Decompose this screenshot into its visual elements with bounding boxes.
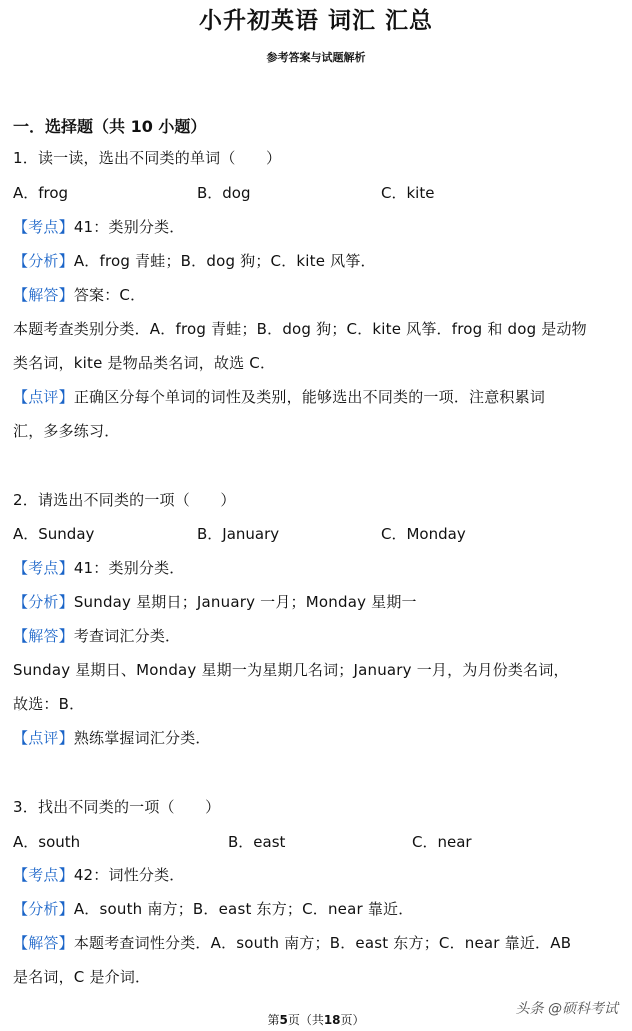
- option-a: A．Sunday: [13, 525, 95, 543]
- explain-line: 是名词，C 是介词．: [13, 968, 151, 986]
- explain-line: 故选：B．: [13, 695, 85, 713]
- jieda-text: 考查词汇分类．: [73, 627, 181, 645]
- jieda-line: [13, 933, 571, 953]
- fenxi-tag: 【分析】: [13, 900, 74, 918]
- option-b: B．east: [228, 833, 286, 851]
- option-b: B．dog: [197, 184, 251, 202]
- dianping-text: 熟练掌握词汇分类．: [73, 729, 211, 747]
- dianping-text: 正确区分每个单词的词性及类别，能够选出不同类的一项．注意积累词: [73, 388, 546, 406]
- page-title: 小升初英语 词汇 汇总: [198, 8, 433, 34]
- kaodian-line: [13, 865, 185, 885]
- jieda-tag: 【解答】: [13, 934, 74, 952]
- dianping-line: [13, 728, 211, 748]
- dianping-cont: 汇，多多练习．: [13, 422, 120, 440]
- footer-suffix: 页）: [340, 1013, 365, 1027]
- question-stem: 1．读一读，选出不同类的单词（ ）: [13, 149, 282, 167]
- watermark: 头条 @硕科考试: [515, 1001, 618, 1017]
- footer-prefix: 第: [267, 1013, 280, 1027]
- fenxi-line: [13, 592, 417, 612]
- fenxi-tag: 【分析】: [13, 593, 74, 611]
- explain-line: 类名词，kite 是物品类名词，故选 C．: [13, 354, 276, 372]
- section-heading: 一．选择题（共 10 小题）: [13, 117, 207, 136]
- option-c: C．near: [412, 833, 472, 851]
- footer-page-number: 5: [279, 1013, 288, 1027]
- option-c: C．kite: [381, 184, 435, 202]
- jieda-line: [13, 285, 145, 305]
- footer-total-pages: 18: [323, 1013, 341, 1027]
- jieda-tag: 【解答】: [13, 286, 74, 304]
- jieda-text: 本题考查词性分类．A．south 南方；B．east 东方；C．near 靠近．AB: [73, 934, 572, 952]
- kaodian-tag: 【考点】: [13, 218, 74, 236]
- explain-line: 本题考查类别分类．A．frog 青蛙；B．dog 狗；C．kite 风筝．frog 和 dog 是动物: [13, 320, 587, 338]
- jieda-text: 答案：C．: [73, 286, 146, 304]
- footer-mid: 页（共: [287, 1013, 324, 1027]
- fenxi-tag: 【分析】: [13, 252, 74, 270]
- explain-line: Sunday 星期日、Monday 星期一为星期几名词；January 一月，为月份类名词，: [13, 661, 569, 679]
- fenxi-text: Sunday 星期日；January 一月；Monday 星期一: [73, 593, 417, 611]
- page-subtitle: 参考答案与试题解析: [266, 51, 366, 64]
- kaodian-text: 41：类别分类．: [73, 559, 185, 577]
- question-stem: 2．请选出不同类的一项（ ）: [13, 491, 236, 509]
- option-a: A．south: [13, 833, 81, 851]
- option-a: A．frog: [13, 184, 69, 202]
- question-stem: 3．找出不同类的一项（ ）: [13, 798, 221, 816]
- fenxi-line: [13, 899, 413, 919]
- fenxi-text: A．south 南方；B．east 东方；C．near 靠近．: [73, 900, 414, 918]
- kaodian-line: [13, 558, 185, 578]
- kaodian-line: [13, 217, 185, 237]
- dianping-tag: 【点评】: [13, 729, 74, 747]
- kaodian-text: 41：类别分类．: [73, 218, 185, 236]
- kaodian-tag: 【考点】: [13, 866, 74, 884]
- dianping-tag: 【点评】: [13, 388, 74, 406]
- jieda-tag: 【解答】: [13, 627, 74, 645]
- kaodian-tag: 【考点】: [13, 559, 74, 577]
- option-c: C．Monday: [381, 525, 466, 543]
- dianping-line: [13, 387, 545, 407]
- fenxi-line: [13, 251, 376, 271]
- option-b: B．January: [197, 525, 280, 543]
- fenxi-text: A．frog 青蛙；B．dog 狗；C．kite 风筝．: [73, 252, 376, 270]
- jieda-line: [13, 626, 180, 646]
- kaodian-text: 42：词性分类．: [73, 866, 185, 884]
